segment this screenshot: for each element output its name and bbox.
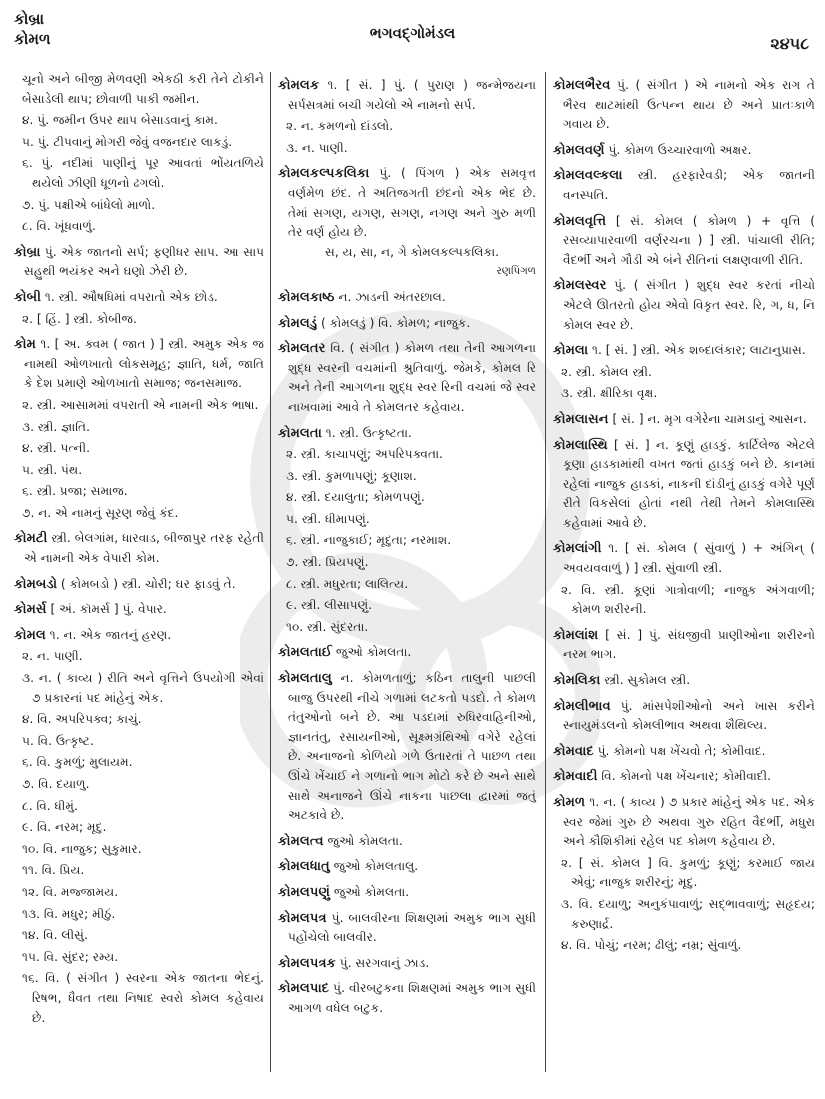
- definition-text: ૩. ન. ( કાવ્ય ) રીતિ અને વૃત્તિને ઉપયોગી એવાં ૭ પ્રકારનાં પદ માંહેનું એક.: [22, 671, 264, 705]
- entry-sense: [14, 504, 264, 524]
- entry-sense: [14, 310, 264, 330]
- entry-sense: [14, 647, 264, 667]
- dictionary-entry: [553, 166, 815, 205]
- headword: કોમલાસ્થિ: [553, 437, 608, 453]
- definition-text: ૧. સ્ત્રી. ઉત્કૃષ્ટતા.: [325, 425, 412, 440]
- definition-text: વિ. કોમનો પક્ષ ખેંચનાર; કોમીવાદી.: [601, 769, 771, 784]
- definition-text: ૫. સ્ત્રી. ધીમાપણું.: [286, 511, 370, 526]
- dictionary-entry: [278, 164, 536, 242]
- definition-text: ૫. પું. ટીપવાનું મોગરી જેવું વજનદાર લાકડું.: [22, 134, 233, 149]
- definition-text: જુઓ કોમલતા.: [335, 645, 412, 660]
- definition-text: ૭. સ્ત્રી. પ્રિયપણું.: [286, 555, 369, 570]
- entry-sense: [553, 581, 815, 620]
- definition-text: સ્ત્રી. હરફારેવડી; એક જાતની વનસ્પતિ.: [563, 168, 816, 202]
- definition-text: ૧૬. વિ. ( સંગીત ) સ્વરના એક જાતના ભેદનું. રિષભ, ધૈવત તથા નિષાદ સ્વરો કોમલ કહેવાય છે.: [22, 971, 264, 1025]
- headword: કોમલવર્ણ: [553, 142, 605, 158]
- definition-text: ૬. પું. નદીમાં પાણીનું પૂર આવતાં ભોંયતળિયે થયેલો ઝીણી ધૂળનો ઢગલો.: [22, 156, 264, 190]
- dictionary-entry: [14, 600, 264, 620]
- definition-text: ૧૧. વિ. પ્રિય.: [22, 863, 85, 878]
- definition-text: સ્ત્રી. બેલગાંમ, ધારવાડ, બીજાપુર તરફ રહેતી એ નામની એક વેપારી કોમ.: [24, 531, 264, 566]
- headword: કોમલકલ્પકલિકા: [278, 166, 370, 182]
- headword: કોમલિકા: [553, 673, 601, 689]
- definition-text: જુઓ કોમલતા.: [333, 884, 410, 899]
- headword: કોમલાંશ: [553, 627, 599, 643]
- headword: કોમલડું: [278, 315, 318, 331]
- definition-text: ૮. વિ. ખૂંધવાળું.: [22, 219, 96, 234]
- entry-sense: [14, 70, 264, 109]
- definition-text: ૭. પું. પક્ષીએ બાંધેલો માળો.: [22, 197, 156, 212]
- headword: કોમલત્વ: [278, 833, 324, 849]
- headword: કોમબડો: [14, 576, 58, 592]
- entry-sense: [553, 384, 815, 404]
- headword: કોમળ: [553, 795, 586, 810]
- dictionary-entry: [553, 697, 815, 736]
- entry-sense: [14, 753, 264, 773]
- definition-text: ( કોમબડો ) સ્ત્રી. ચોરી; ઘર ફાડવું તે.: [60, 576, 236, 591]
- definition-text: ૧. [ સં. કોમલ ( સુંવાળું ) + અંગિન્ ( અવયવવાળું ) ] સ્ત્રી. સુંવાળી સ્ત્રી.: [563, 541, 815, 576]
- headword: કોમલપત્ર: [278, 910, 327, 926]
- definition-text: જુઓ કોમલતાલુ.: [333, 859, 419, 874]
- entry-sense: [14, 710, 264, 730]
- headword: કોમલભૈરવ: [553, 78, 611, 93]
- definition-text: ૩. સ્ત્રી. કુમળાપણું; કૂણાશ.: [286, 468, 417, 483]
- headword: કોમલધાતુ: [278, 859, 330, 875]
- definition-text: ૨. વિ. સ્ત્રી. કૂણાં ગાત્રોવાળી; નાજુક અંગવાળી; કોમળ શરીરની.: [561, 582, 815, 617]
- definition-text: ૨. ન. પાણી.: [22, 649, 83, 664]
- entry-sense: [278, 139, 536, 159]
- definition-text: ૪. પું. જમીન ઉપર થાપ બેસાડવાનું કામ.: [22, 113, 218, 128]
- dictionary-entry: [278, 314, 536, 334]
- dictionary-entry: [278, 288, 536, 308]
- entry-sense: [278, 596, 536, 616]
- entry-sense: [14, 133, 264, 153]
- definition-text: ૧. [ સં. ] સ્ત્રી. એક શબ્દાલંકાર; લાટાનુપ્રાસ.: [592, 343, 806, 358]
- entry-sense: [14, 154, 264, 193]
- definition-text: ૬. સ્ત્રી. પ્રજા; સમાજ.: [22, 484, 128, 499]
- headword: કોમલતર: [278, 341, 326, 357]
- definition-text: ૯. સ્ત્રી. લીસાપણું.: [286, 598, 373, 613]
- headword: કોમલપણું: [278, 884, 330, 900]
- column-divider: [270, 72, 271, 1072]
- definition-text: ન. ઝાડની અંતરછાલ.: [338, 289, 446, 304]
- definition-text: ૨. [ સં. કોમલ ] વિ. કુમળું; કૂણું; કરમાઈ જાય એવું; નાજુક શરીરનું; મૃદુ.: [561, 855, 815, 890]
- definition-text: ૪. સ્ત્રી. પત્ની.: [22, 441, 90, 456]
- definition-text: પું. એક જાતનો સર્પ; ફણીધર સાપ. આ સાપ સહુથી ભયંકર અને ઘણો ઝેરી છે.: [24, 244, 264, 279]
- entry-sense: [14, 883, 264, 903]
- dictionary-entry: [278, 643, 536, 663]
- page-number: ૨૪૫૮: [770, 34, 809, 53]
- entry-sense: [14, 926, 264, 946]
- definition-text: પું. ( પિંગળ ) એક સમવૃત્ત વર્ણમેળ છંદ. તે અતિજગતી છંદનો એક ભેદ છે. તેમાં સગણ, યગણ, સગણ, નગણ અને ગુરુ મળી તેર વર્ણ હોય છે.: [288, 166, 537, 240]
- definition-text: ૧૨. વિ. મજ્જામય.: [22, 884, 119, 899]
- definition-text: સ્ત્રી. સુકોમલ સ્ત્રી.: [604, 673, 691, 688]
- entry-sense: [278, 117, 536, 137]
- dictionary-entry: [14, 626, 264, 646]
- dictionary-entry: [553, 793, 815, 852]
- definition-text: ૬. સ્ત્રી. નાજુકાઈ; મૃદુતા; નરમાશ.: [286, 533, 452, 548]
- headword: કોમવાદ: [553, 743, 594, 759]
- dictionary-entry: [553, 276, 815, 335]
- entry-sense: [14, 861, 264, 881]
- headword: કોબ્રા: [14, 244, 41, 260]
- definition-text: ૩. ન. પાણી.: [286, 140, 348, 155]
- guide-word-first: કોબ્રા: [14, 10, 45, 28]
- definition-text: ૧. ન. ( કાવ્ય ) ૭ પ્રકાર માંહેનું એક પદ. એક સ્વર જેમાં ગુરુ છે અથવા ગુરુ રહિત વૈદર્ભી, મધુરા અને કૌશિકીમાં રહેલ પદ કોમળ કહેવાય છે.: [563, 795, 816, 849]
- definition-text: ૮. સ્ત્રી. મધુરતા; લાલિત્ય.: [286, 576, 409, 591]
- definition-text: પું. બાલવીરના શિક્ષણમાં અમુક ભાગ સુધી પહોંચેલો બાલવીર.: [288, 910, 537, 945]
- headword: કોમટી: [14, 531, 48, 547]
- headword: કોમલતાઈ: [278, 645, 333, 661]
- headword: કોમલપાદ: [278, 981, 330, 997]
- headword: કોમલસ્વર: [553, 278, 607, 294]
- definition-text: ૨. સ્ત્રી. કોમલ સ્ત્રી.: [561, 364, 652, 379]
- definition-text: ૧. ન. એક જાતનું હરણ.: [49, 627, 172, 642]
- definition-text: ૨. [ હિં. ] સ્ત્રી. કોબીજ.: [22, 311, 137, 326]
- dictionary-entry: [14, 243, 264, 282]
- entry-sense: [14, 818, 264, 838]
- entry-sense: [14, 418, 264, 438]
- headword: કોમર્સ: [14, 602, 47, 618]
- headword: કોમલક: [278, 78, 320, 93]
- entry-sense: [14, 217, 264, 237]
- definition-text: જુઓ કોમલતા.: [327, 833, 403, 848]
- entry-sense: [14, 840, 264, 860]
- dictionary-entry: [553, 742, 815, 762]
- page-title: ભગવદ્ગોમંડલ: [369, 24, 456, 42]
- definition-text: રણપિંગળ: [496, 265, 536, 278]
- dictionary-entry: [553, 341, 815, 361]
- definition-text: ૮. વિ. ધીમું.: [22, 798, 78, 813]
- definition-text: ૧. [ સં. ] પું. ( પુરાણ ) જન્મેજયના સર્પસત્રમાં બચી ગયેલો એ નામનો સર્પ.: [288, 78, 537, 112]
- dictionary-column-1: [14, 70, 264, 1028]
- definition-text: ૪. વિ. પોચું; નરમ; ઢીલું; નમ્ર; સુંવાળું.: [561, 938, 742, 953]
- definition-text: ૧૦. વિ. નાજુક; સુકુમાર.: [22, 841, 142, 856]
- entry-sense: [553, 854, 815, 893]
- dictionary-entry: [553, 626, 815, 665]
- definition-text: ૧. સ્ત્રી. ઔષધિમાં વપરાતો એક છોડ.: [44, 289, 218, 304]
- definition-text: ૩. વિ. દયાળુ; અનુકંપાવાળું; સદ્ભાવવાળું; સહૃદય; કરુણાર્દ્ર.: [561, 896, 815, 931]
- definition-text: વિ. ( સંગીત ) કોમળ તથા તેની આગળના શુદ્ધ સ્વરની વચમાંની શ્રુતિવાળું. જેમકે, કોમલ રિ અને તેની આગળના શુદ્ધ સ્વર રિની વચમાં જે સ્વર નાખવામાં આવે તે કોમલતર કહેવાય.: [288, 341, 536, 414]
- dictionary-entry: [14, 575, 264, 595]
- definition-text: ૧૪. વિ. લીસું.: [22, 928, 88, 943]
- dictionary-entry: [278, 669, 536, 826]
- definition-text: ( કોમલડું ) વિ. કોમળ; નાજુક.: [321, 315, 471, 330]
- definition-text: ૧૩. વિ. મધુર; મીઠું.: [22, 906, 116, 921]
- entry-sense: [14, 196, 264, 216]
- definition-text: ૭. ન. એ નામનું સૂરણ જેવું કંદ.: [22, 505, 179, 520]
- dictionary-entry: [553, 410, 815, 430]
- dictionary-entry: [278, 832, 536, 852]
- entry-sense: [14, 948, 264, 968]
- definition-text: ૯. વિ. નરમ; મૃદુ.: [22, 820, 107, 835]
- dictionary-entry: [14, 335, 264, 394]
- definition-text: [ સં. ] પું. સંઘજીવી પ્રાણીઓના શરીરનો નરમ ભાગ.: [563, 627, 815, 662]
- headword: કોમલાંગી: [553, 541, 602, 557]
- definition-text: ૧૫. વિ. સુંદર; રમ્ય.: [22, 949, 119, 964]
- definition-text: ૭. વિ. દયાળુ.: [22, 777, 90, 791]
- headword: કોમલાસન: [553, 411, 609, 427]
- quote-source: [278, 262, 536, 282]
- entry-sense: [278, 467, 536, 487]
- entry-sense: [553, 363, 815, 383]
- entry-sense: [14, 396, 264, 416]
- definition-text: સ, ય, સા, ન, ગે કોમલકલ્પકલિકા.: [325, 244, 499, 259]
- headword: કોમલપત્રક: [278, 955, 336, 971]
- definition-text: [ સં. ] ન. કૂણું હાડકું. કાર્ટિલેજ એટલે કૂણા હાડકામાંથી વખત જતાં હાડકું બને છે. કાનમાં રહેલાં નાજુક હાડકાં, નાકની દાંડીનું હાડકું વગેરે પૂર્ણ રીતે વિકસેલાં હોતાં નથી તેથી તેમને કોમલાસ્થિ કહેવામાં આવે છે.: [563, 437, 816, 530]
- dictionary-entry: [278, 857, 536, 877]
- entry-sense: [278, 531, 536, 551]
- headword: કોમ: [14, 337, 36, 353]
- dictionary-column-3: [553, 70, 815, 956]
- dictionary-entry: [553, 767, 815, 787]
- definition-text: [ સં. કોમલ ( કોમળ ) + વૃત્તિ ( રસવ્યાપારવાળી વર્ણરચના ) ] સ્ત્રી. પાંચાલી રીતિ; વૈદર્ભી અને ગૌડી એ બંને રીતિનાં લક્ષણવાળી રીતિ.: [563, 213, 816, 267]
- entry-sense: [278, 445, 536, 465]
- entry-sense: [14, 775, 264, 795]
- definition-text: ૫. વિ. ઉત્કૃષ્ટ.: [22, 733, 94, 748]
- dictionary-entry: [553, 76, 815, 135]
- dictionary-entry: [278, 909, 536, 948]
- definition-text: [ સં. ] ન. મૃગ વગેરેના ચામડાનું આસન.: [612, 411, 807, 426]
- definition-text: પું. કોમળ ઉચ્ચારવાળો અક્ષર.: [608, 142, 752, 157]
- dictionary-entry: [553, 539, 815, 578]
- definition-text: ૨. સ્ત્રી. કાચાપણું; અપરિપક્વતા.: [286, 447, 443, 462]
- verse-quote: [278, 243, 536, 263]
- entry-sense: [278, 618, 536, 638]
- entry-sense: [14, 669, 264, 708]
- definition-text: ૧૦. સ્ત્રી. સુંદરતા.: [286, 619, 369, 634]
- entry-sense: [553, 936, 815, 956]
- definition-text: ૫. સ્ત્રી. પંથ.: [22, 462, 83, 477]
- definition-text: ૧. [ અ. ક્વમ ( જાત ) ] સ્ત્રી. અમુક એક જ નામથી ઓળખાતો લોકસમૂહ; જ્ઞાતિ, ધર્મ, જાતિ કે દેશ પ્રમાણે ઓળખાતો સમાજ; જનસમાજ.: [24, 337, 264, 391]
- definition-text: પું. ( સંગીત ) એ નામનો એક રાગ તે ભૈરવ થાટમાંથી ઉત્પન્ન થાય છે અને પ્રાતઃકાળે ગવાય છે.: [563, 78, 815, 132]
- definition-text: ૩. સ્ત્રી. ક્ષીરિકા વૃક્ષ.: [561, 386, 658, 401]
- headword: કોમલતા: [278, 425, 322, 441]
- column-divider: [545, 72, 546, 1072]
- dictionary-entry: [553, 671, 815, 691]
- definition-text: ૨. ન. કમળનો દાંડલો.: [286, 119, 394, 134]
- definition-text: ચૂનો અને બીજી મેળવણી એકઠી કરી તેને ટોકીને બેસાડેલી થાપ; છોવાળી પાકી જમીન.: [22, 72, 264, 106]
- definition-text: પું. ( સંગીત ) શુદ્ધ સ્વર કરતાં નીચો એટલે ઊતરતો હોય એવો વિકૃત સ્વર. રિ, ગ, ધ, નિ કોમલ સ્વર છે.: [563, 278, 816, 332]
- dictionary-entry: [278, 339, 536, 417]
- entry-sense: [14, 111, 264, 131]
- headword: કોમલવૃત્તિ: [553, 213, 607, 229]
- entry-sense: [14, 439, 264, 459]
- entry-sense: [14, 797, 264, 817]
- definition-text: ૨. સ્ત્રી. આસામમાં વપરાતી એ નામની એક ભાષા.: [22, 397, 259, 412]
- definition-text: ૬. વિ. કુમળું; મુલાયમ.: [22, 755, 133, 770]
- definition-text: પું. વીરબટુકના શિક્ષણમાં અમુક ભાગ સુધી આગળ વધેલ બટુક.: [288, 981, 536, 1015]
- entry-sense: [14, 969, 264, 1028]
- dictionary-entry: [278, 424, 536, 444]
- headword: કોમલા: [553, 343, 589, 359]
- definition-text: ૪. સ્ત્રી. દયાલુતા; કોમળપણું.: [286, 490, 425, 505]
- definition-text: પું. કોમનો પક્ષ ખેંચવો તે; કોમીવાદ.: [597, 743, 766, 758]
- definition-text: પું. સરગવાનું ઝાડ.: [339, 955, 430, 970]
- dictionary-entry: [14, 288, 264, 308]
- dictionary-entry: [278, 979, 536, 1018]
- guide-word-last: કોમળ: [14, 30, 51, 48]
- dictionary-entry: [278, 76, 536, 115]
- entry-sense: [14, 461, 264, 481]
- dictionary-entry: [553, 212, 815, 271]
- dictionary-column-2: [278, 70, 536, 1019]
- headword: કોમલતાલુ: [278, 671, 332, 687]
- entry-sense: [278, 488, 536, 508]
- dictionary-entry: [278, 883, 536, 903]
- dictionary-entry: [553, 436, 815, 534]
- entry-sense: [14, 482, 264, 502]
- headword: કોબી: [14, 289, 41, 305]
- headword: કોમવાદી: [553, 769, 598, 785]
- entry-sense: [14, 905, 264, 925]
- definition-text: ન. કોમળતાળું; કઠિન તાલુની પાછલી બાજુ ઉપરથી નીચે ગળામાં લટકતો પડદો. તે કોમળ તંતુઓનો બને છે. આ પડદામાં રુધિરવાહિનીઓ, જ્ઞાનતંતુ, રસાયનીઓ, સૂક્ષ્મગ્રંથિઓ વગેરે રહેલાં છે. અનાજનો કોળિયો ગળે ઉતારતાં તે પાછળ તથા ઊંચે ખેંચાઈ ને ગળાનો ભાગ મોટો કરે છે અને સાથે સાથે અનાજને ઊંચે નાકના પાછલા દ્વારમાં જતું અટકાવે છે.: [288, 671, 536, 823]
- definition-text: ૪. વિ. અપરિપક્વ; કાચું.: [22, 712, 142, 727]
- definition-text: પું. માંસપેશીઓનો અને ખાસ કરીને સ્નાયુમંડલનો કોમલીભાવ અથવા શૈથિલ્ય.: [563, 698, 815, 733]
- headword: કોમલવલ્કલા: [553, 168, 623, 184]
- entry-sense: [278, 575, 536, 595]
- entry-sense: [278, 553, 536, 573]
- dictionary-entry: [14, 529, 264, 568]
- headword: કોમલીભાવ: [553, 698, 611, 714]
- headword: કોમલ: [14, 627, 46, 643]
- entry-sense: [278, 510, 536, 530]
- entry-sense: [553, 895, 815, 934]
- dictionary-entry: [278, 954, 536, 974]
- headword: કોમલકાષ્ઠ: [278, 289, 335, 305]
- definition-text: ૩. સ્ત્રી. જ્ઞાતિ.: [22, 419, 90, 434]
- dictionary-entry: [553, 141, 815, 161]
- definition-text: [ અં. કૉમર્સ ] પું. વેપાર.: [50, 602, 167, 617]
- entry-sense: [14, 732, 264, 752]
